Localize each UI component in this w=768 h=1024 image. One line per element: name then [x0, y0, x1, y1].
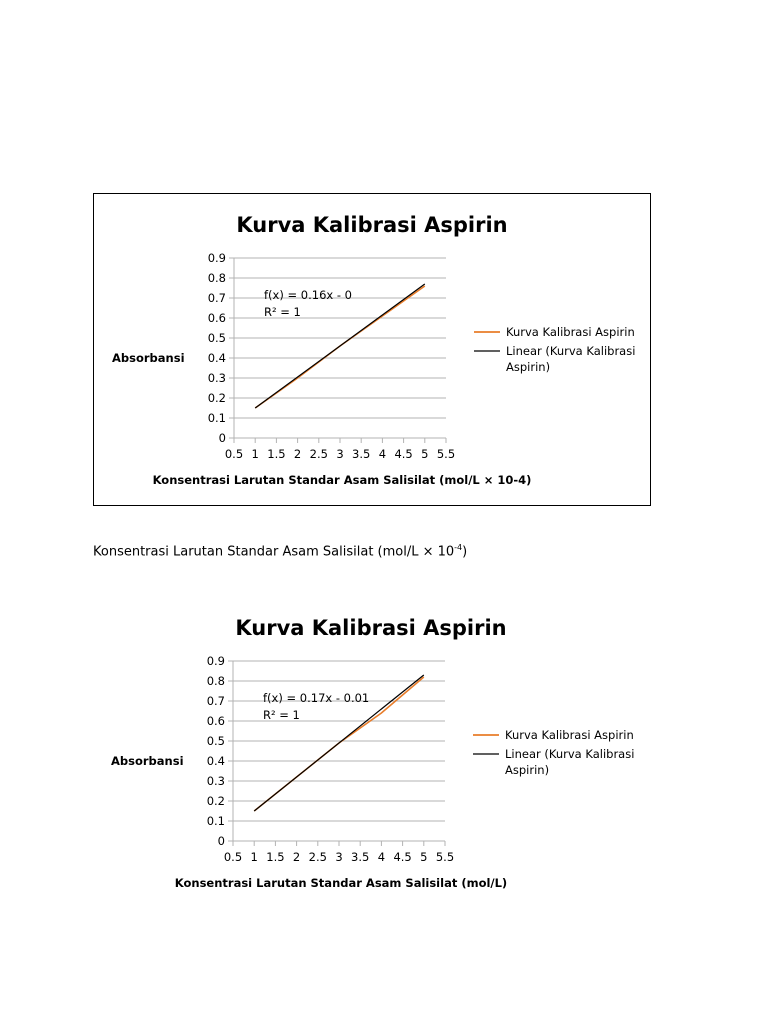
chart2-xtick-label: 2.5	[308, 850, 327, 864]
chart1-ytick-label: 0.3	[207, 371, 226, 385]
chart1-legend-label-cont: Aspirin)	[506, 360, 551, 374]
chart1-equation-label: f(x) = 0.16x - 0	[264, 288, 352, 302]
chart1-ytick-label: 0.2	[207, 391, 226, 405]
chart1-ytick-label: 0.6	[207, 311, 226, 325]
chart2-xtick-label: 5	[420, 850, 428, 864]
chart2-xtick-label: 2	[292, 850, 301, 864]
chart1-ytick-label: 0.4	[207, 351, 226, 365]
chart1-xtick-label: 2	[293, 447, 302, 461]
chart2-ytick-label: 0.7	[206, 694, 225, 708]
chart1-r2-label: R² = 1	[264, 305, 301, 319]
chart2-xtick-label: 3	[335, 850, 343, 864]
chart2-legend-label-cont: Aspirin)	[505, 763, 550, 777]
chart1-xtick-label: 0.5	[224, 447, 244, 461]
chart2-ytick-label: 0.4	[206, 754, 225, 768]
chart-2-svg	[93, 597, 651, 910]
chart1-legend-label: Kurva Kalibrasi Aspirin	[506, 325, 635, 339]
chart1-xtick-label: 5	[421, 447, 429, 461]
chart-1	[93, 193, 651, 506]
chart1-ytick-label: 0.5	[207, 331, 226, 345]
chart1-xtick-label: 1	[251, 447, 259, 461]
chart1-xtick-label: 4	[378, 447, 387, 461]
caption	[93, 543, 467, 559]
chart1-xtick-label: 2.5	[309, 447, 328, 461]
caption-suffix: )	[462, 544, 468, 560]
chart2-xtick-label: 1	[250, 850, 258, 864]
chart2-ytick-label: 0.8	[206, 674, 225, 688]
chart2-r2-label: R² = 1	[263, 708, 300, 722]
chart2-ylabel: Absorbansi	[111, 754, 184, 768]
chart-2	[93, 597, 651, 910]
chart1-xtick-label: 1.5	[267, 447, 286, 461]
chart2-ytick-label: 0.2	[206, 794, 225, 808]
chart1-xtick-label: 5.5	[436, 447, 456, 461]
chart1-ytick-label: 0	[218, 431, 226, 445]
chart2-legend-label: Linear (Kurva Kalibrasi	[505, 747, 635, 761]
chart2-title: Kurva Kalibrasi Aspirin	[235, 616, 507, 640]
chart2-legend-label: Kurva Kalibrasi Aspirin	[505, 728, 634, 742]
chart1-ytick-label: 0.7	[207, 291, 226, 305]
chart2-xlabel: Konsentrasi Larutan Standar Asam Salisilat (mol/L)	[174, 876, 508, 890]
chart1-title: Kurva Kalibrasi Aspirin	[236, 213, 508, 237]
chart1-ytick-label: 0.9	[207, 251, 226, 265]
chart2-ytick-label: 0.6	[206, 714, 225, 728]
chart2-ytick-label: 0.3	[206, 774, 225, 788]
chart1-xlabel: Konsentrasi Larutan Standar Asam Salisilat (mol/L × 10-4)	[152, 473, 532, 487]
chart2-equation-label: f(x) = 0.17x - 0.01	[263, 691, 370, 705]
chart2-xtick-label: 1.5	[266, 850, 285, 864]
chart1-legend-label: Linear (Kurva Kalibrasi	[506, 344, 636, 358]
chart1-ylabel: Absorbansi	[112, 351, 185, 365]
chart1-xtick-label: 3	[336, 447, 344, 461]
chart1-xtick-label: 4.5	[394, 447, 413, 461]
caption-text: Konsentrasi Larutan Standar Asam Salisilat (mol/L × 10	[93, 544, 455, 560]
chart2-xtick-label: 4.5	[393, 850, 412, 864]
chart2-xtick-label: 0.5	[223, 850, 243, 864]
chart2-ytick-label: 0.9	[206, 654, 225, 668]
chart2-xtick-label: 5.5	[435, 850, 455, 864]
caption-superscript: -4	[454, 543, 463, 552]
chart1-ytick-label: 0.1	[207, 411, 226, 425]
chart2-xtick-label: 4	[377, 850, 386, 864]
chart2-ytick-label: 0	[217, 834, 225, 848]
chart2-ytick-label: 0.5	[206, 734, 225, 748]
chart2-ytick-label: 0.1	[206, 814, 225, 828]
chart1-trendline	[255, 284, 425, 408]
chart1-xtick-label: 3.5	[352, 447, 371, 461]
chart-1-svg	[94, 194, 650, 505]
chart2-xtick-label: 3.5	[351, 850, 370, 864]
chart1-ytick-label: 0.8	[207, 271, 226, 285]
